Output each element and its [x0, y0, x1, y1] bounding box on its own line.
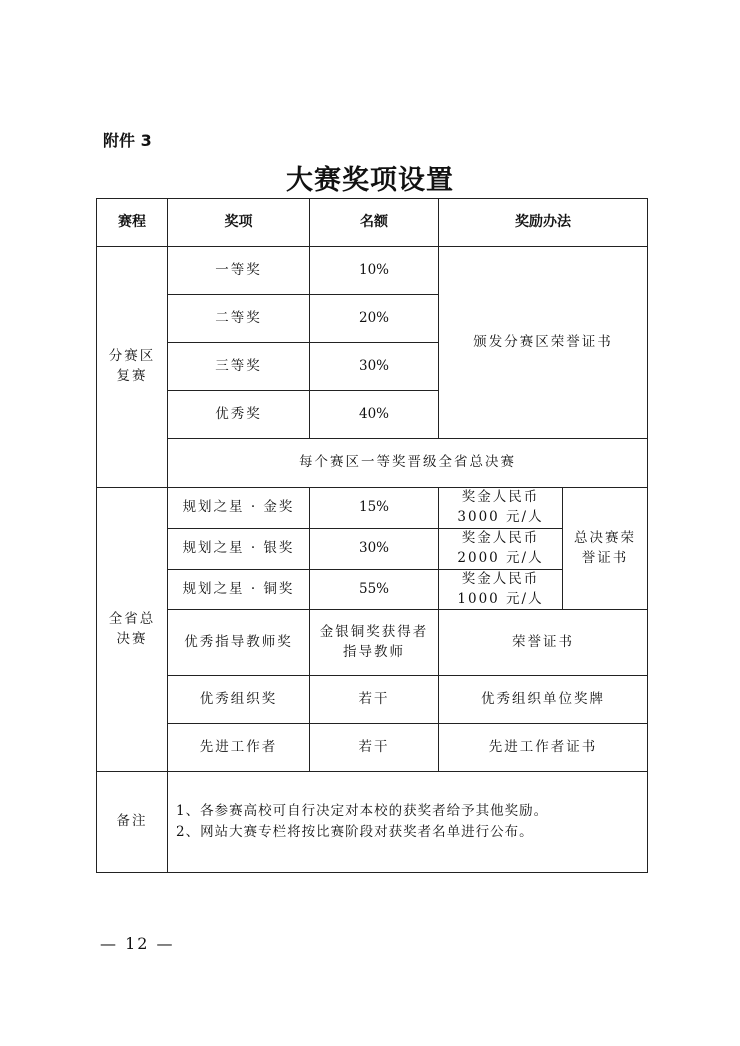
award-name: 一等奖	[168, 247, 310, 295]
award-reward: 荣誉证书	[439, 610, 648, 676]
header-stage: 赛程	[97, 199, 168, 247]
final-certificate: 总决赛荣 誉证书	[563, 488, 648, 610]
remarks-content: 1、各参赛高校可自行决定对本校的获奖者给予其他奖励。 2、网站大赛专栏将按比赛阶段对获奖者名单进行公布。	[168, 772, 648, 873]
table-row	[97, 610, 648, 676]
award-quota: 55%	[310, 570, 439, 610]
regional-reward: 颁发分赛区荣誉证书	[439, 247, 648, 439]
stage-final: 全省总 决赛	[97, 488, 168, 772]
page-number: — 12 —	[100, 934, 175, 953]
award-table	[96, 198, 648, 873]
award-name: 二等奖	[168, 295, 310, 343]
award-name: 优秀奖	[168, 391, 310, 439]
header-quota: 名额	[310, 199, 439, 247]
award-name: 规划之星 · 银奖	[168, 529, 310, 570]
remarks-label: 备注	[97, 772, 168, 873]
award-quota: 15%	[310, 488, 439, 529]
table-row	[97, 724, 648, 772]
header-award: 奖项	[168, 199, 310, 247]
table-row	[97, 676, 648, 724]
award-quota: 金银铜奖获得者 指导教师	[310, 610, 439, 676]
table-row	[97, 439, 648, 488]
award-name: 优秀组织奖	[168, 676, 310, 724]
award-quota: 30%	[310, 529, 439, 570]
award-quota: 20%	[310, 295, 439, 343]
header-reward: 奖励办法	[439, 199, 648, 247]
stage-regional: 分赛区 复赛	[97, 247, 168, 488]
award-name: 优秀指导教师奖	[168, 610, 310, 676]
table-row	[97, 488, 648, 529]
table-header-row	[97, 199, 648, 247]
award-quota: 若干	[310, 724, 439, 772]
prize-amount: 奖金人民币 1000 元/人	[439, 570, 563, 610]
promotion-note: 每个赛区一等奖晋级全省总决赛	[168, 439, 648, 488]
prize-amount: 奖金人民币 3000 元/人	[439, 488, 563, 529]
award-reward: 先进工作者证书	[439, 724, 648, 772]
remarks-row	[97, 772, 648, 873]
award-name: 三等奖	[168, 343, 310, 391]
award-quota: 10%	[310, 247, 439, 295]
award-reward: 优秀组织单位奖牌	[439, 676, 648, 724]
award-quota: 若干	[310, 676, 439, 724]
page-title: 大赛奖项设置	[286, 165, 454, 196]
award-name: 规划之星 · 铜奖	[168, 570, 310, 610]
attachment-label: 附件 3	[103, 131, 152, 150]
award-quota: 30%	[310, 343, 439, 391]
award-quota: 40%	[310, 391, 439, 439]
table-row	[97, 247, 648, 295]
award-name: 先进工作者	[168, 724, 310, 772]
award-name: 规划之星 · 金奖	[168, 488, 310, 529]
prize-amount: 奖金人民币 2000 元/人	[439, 529, 563, 570]
